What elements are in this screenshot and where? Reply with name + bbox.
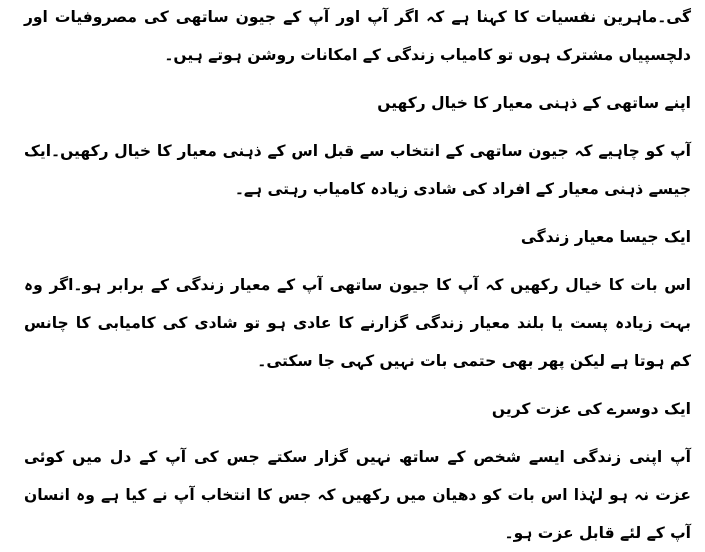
paragraph-living-standard: اس بات کا خیال رکھیں کہ آپ کا جیون ساتھی آپ کے معیار زندگی کے برابر ہو۔اگر وہ بہت زیادہ پست یا بلند معیار زندگی گزارنے کا عادی ہو تو شادی کی کامیابی کا چانس کم ہوتا ہے لیکن پھر بھی حتمی بات نہیں کہی جا سکتی۔ bbox=[24, 276, 691, 370]
spacer bbox=[24, 122, 691, 132]
heading-mental-level: اپنے ساتھی کے ذہنی معیار کا خیال رکھیں bbox=[377, 94, 691, 112]
spacer bbox=[24, 256, 691, 266]
spacer bbox=[24, 380, 691, 390]
spacer bbox=[24, 428, 691, 438]
heading-respect: ایک دوسرے کی عزت کریں bbox=[491, 400, 691, 418]
spacer bbox=[24, 74, 691, 84]
paragraph-respect: آپ اپنی زندگی ایسے شخص کے ساتھ نہیں گزار سکتے جس کی آپ کے دل میں کوئی عزت نہ ہو لہٰذا اس بات کو دھیان میں رکھیں کہ جس کا انتخاب آپ نے کیا ہے وہ انسان آپ کے لئے قابل عزت ہو۔ bbox=[24, 448, 691, 542]
heading-living-standard: ایک جیسا معیار زندگی bbox=[520, 228, 691, 246]
paragraph-mental-level: آپ کو چاہیے کہ جیون ساتھی کے انتخاب سے قبل اس کے ذہنی معیار کا خیال رکھیں۔ایک جیسے ذہنی معیار کے افراد کی شادی زیادہ کامیاب رہتی ہے۔ bbox=[24, 142, 691, 198]
intro-paragraph: گی۔ماہرین نفسیات کا کہنا ہے کہ اگر آپ اور آپ کے جیون ساتھی کی مصروفیات اور دلچسپیاں مشترک ہوں تو کامیاب زندگی کے امکانات روشن ہوتے ہیں۔ bbox=[24, 8, 691, 64]
spacer bbox=[24, 208, 691, 218]
